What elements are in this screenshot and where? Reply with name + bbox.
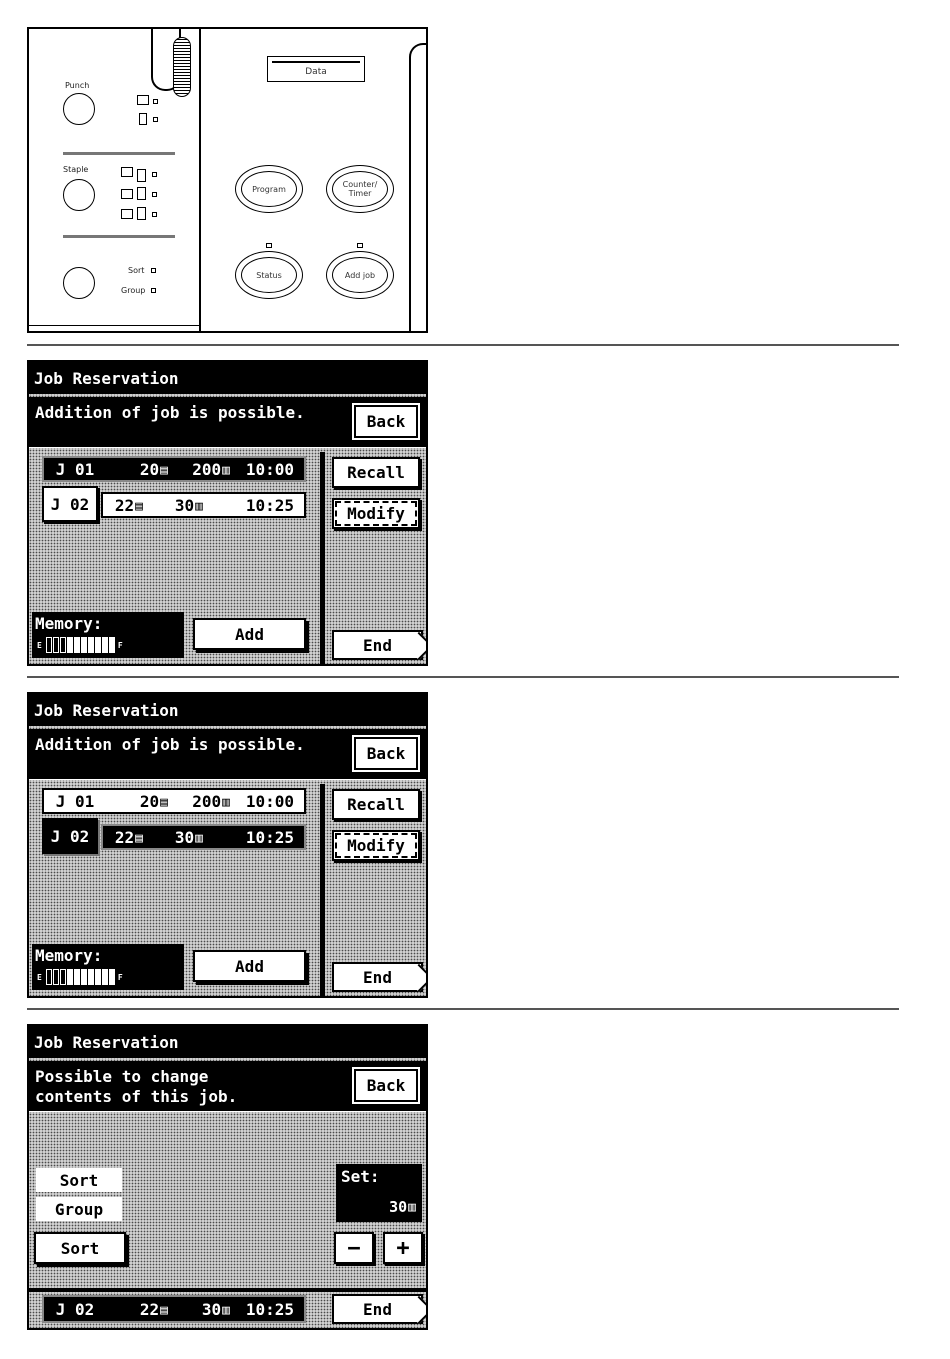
job-time: 10:25 [245, 495, 294, 515]
job-reservation-screen-3 [27, 1024, 428, 1330]
add-job-key-label: Add job [332, 257, 388, 293]
memory-gauge-segment [81, 637, 87, 653]
gauge-empty-label: E [37, 972, 42, 982]
operation-panel-illustration [27, 27, 428, 333]
staple-button[interactable] [63, 179, 95, 211]
message-area [29, 1061, 426, 1112]
punch-label: Punch [65, 81, 90, 90]
job-id: J 01 [55, 459, 95, 479]
back-button[interactable]: Back [354, 1069, 418, 1102]
staple-indicator-2 [152, 192, 157, 197]
end-button[interactable] [332, 962, 423, 992]
memory-gauge-segment [46, 637, 52, 653]
staple-indicator-1 [152, 172, 157, 177]
counter-timer-key[interactable] [326, 165, 394, 213]
memory-gauge-segment [53, 637, 59, 653]
end-label: End [363, 635, 392, 655]
copies-stack-icon: ▥ [222, 462, 230, 478]
job-time: 10:25 [245, 827, 294, 847]
set-count-display [336, 1164, 422, 1222]
sort-option-label: Sort [36, 1168, 122, 1192]
job-originals-value: 22 [139, 1299, 160, 1319]
job-originals [106, 1300, 168, 1319]
set-value [389, 1198, 416, 1216]
set-value-number: 30 [389, 1198, 408, 1216]
back-button[interactable]: Back [354, 405, 418, 438]
gauge-empty-label: E [37, 640, 42, 650]
memory-gauge-segment [74, 637, 80, 653]
job-id: J 01 [55, 791, 95, 811]
section-divider-1 [27, 344, 899, 346]
sort-indicator [151, 268, 156, 273]
vertical-divider [320, 452, 325, 664]
job-originals [103, 496, 143, 515]
memory-gauge [37, 969, 123, 985]
job-time: 10:25 [245, 1299, 294, 1319]
memory-gauge-segment [67, 969, 73, 985]
recall-button[interactable]: Recall [332, 789, 420, 820]
staple-icon-3 [121, 209, 133, 219]
job-time: 10:00 [245, 459, 294, 479]
panel-dial-ring [173, 37, 191, 97]
copies-stack-icon: ▥ [222, 794, 230, 810]
status-led [266, 243, 272, 248]
status-key-label: Status [241, 257, 297, 293]
punch-indicator-1 [153, 99, 158, 104]
counter-timer-key-label: Counter/ Timer [332, 171, 388, 207]
vertical-divider [320, 784, 325, 996]
add-job-led [357, 243, 363, 248]
status-message-line-1: Possible to change [35, 1067, 209, 1086]
message-area [29, 397, 426, 448]
job-originals [103, 828, 143, 847]
job-row-j02[interactable] [101, 824, 306, 850]
staple-indicator-3 [152, 212, 157, 217]
gauge-segments [45, 969, 115, 985]
sort-panel-label: Sort [128, 266, 145, 275]
originals-stack-icon: ▤ [135, 498, 143, 514]
bottom-divider [29, 1288, 426, 1292]
recall-button[interactable]: Recall [332, 457, 420, 488]
job-select-j02[interactable]: J 02 [42, 486, 98, 522]
copies-stack-icon: ▥ [408, 1200, 416, 1215]
status-key[interactable] [235, 251, 303, 299]
status-message: Addition of job is possible. [35, 403, 305, 422]
program-key-label: Program [241, 171, 297, 207]
job-id: J 02 [55, 1299, 95, 1319]
memory-gauge-segment [102, 969, 108, 985]
job-copies-value: 30 [174, 827, 195, 847]
punch-button[interactable] [63, 93, 95, 125]
memory-gauge-segment [60, 969, 66, 985]
gauge-full-label: F [117, 972, 123, 982]
staple-icon-5 [137, 187, 146, 200]
sort-button[interactable]: Sort [34, 1232, 126, 1264]
memory-gauge-segment [74, 969, 80, 985]
program-key[interactable] [235, 165, 303, 213]
memory-gauge-segment [46, 969, 52, 985]
plus-button[interactable]: + [383, 1232, 423, 1264]
staple-label: Staple [63, 165, 89, 174]
punch-hole-icon-1 [137, 95, 149, 105]
job-row-j01[interactable] [42, 788, 306, 814]
memory-label: Memory: [35, 946, 103, 965]
memory-indicator [32, 944, 184, 990]
originals-stack-icon: ▤ [160, 794, 168, 810]
panel-separator-line [199, 29, 201, 333]
data-indicator [267, 56, 365, 82]
section-divider-2 [27, 676, 899, 678]
memory-gauge [37, 637, 123, 653]
job-select-j02[interactable]: J 02 [42, 818, 98, 854]
memory-gauge-segment [95, 637, 101, 653]
modify-button[interactable]: Modify [332, 498, 420, 529]
status-message: Addition of job is possible. [35, 735, 305, 754]
current-job-row [42, 1295, 306, 1323]
job-row-j02[interactable] [101, 492, 306, 518]
memory-gauge-segment [88, 969, 94, 985]
memory-gauge-segment [81, 969, 87, 985]
add-button[interactable]: Add [193, 950, 306, 982]
job-copies [168, 460, 230, 479]
copies-stack-icon: ▥ [222, 1302, 230, 1318]
group-panel-label: Group [121, 286, 146, 295]
end-label: End [363, 967, 392, 987]
end-button[interactable] [332, 1294, 423, 1324]
job-originals [106, 792, 168, 811]
sort-group-button[interactable] [63, 267, 95, 299]
copies-stack-icon: ▥ [195, 498, 203, 514]
punch-hole-icon-2 [139, 113, 147, 125]
add-job-key[interactable] [326, 251, 394, 299]
add-button[interactable]: Add [193, 618, 306, 650]
job-originals-value: 20 [139, 459, 160, 479]
panel-divider-1 [63, 152, 175, 155]
gauge-segments [45, 637, 115, 653]
back-button[interactable]: Back [354, 737, 418, 770]
memory-gauge-segment [109, 637, 115, 653]
memory-label: Memory: [35, 614, 103, 633]
job-time: 10:00 [245, 791, 294, 811]
memory-gauge-segment [109, 969, 115, 985]
minus-button[interactable]: − [334, 1232, 374, 1264]
panel-bottom-edge [29, 325, 201, 333]
panel-divider-2 [63, 235, 175, 238]
job-copies-value: 30 [174, 495, 195, 515]
data-label: Data [272, 61, 360, 77]
memory-gauge-segment [67, 637, 73, 653]
group-indicator [151, 288, 156, 293]
screen-title: Job Reservation [29, 362, 426, 394]
staple-icon-1 [121, 167, 133, 177]
job-originals-value: 22 [114, 495, 135, 515]
modify-button[interactable]: Modify [332, 830, 420, 861]
punch-indicator-2 [153, 117, 158, 122]
status-message-line-2: contents of this job. [35, 1087, 238, 1106]
memory-gauge-segment [95, 969, 101, 985]
end-label: End [363, 1299, 392, 1319]
job-copies [168, 792, 230, 811]
job-copies-value: 200 [192, 459, 222, 479]
gauge-full-label: F [117, 640, 123, 650]
job-row-j01[interactable] [42, 456, 306, 482]
memory-indicator [32, 612, 184, 658]
memory-gauge-segment [53, 969, 59, 985]
panel-right-edge [409, 43, 428, 333]
screen-title: Job Reservation [29, 694, 426, 726]
message-area [29, 729, 426, 780]
staple-icon-6 [137, 207, 146, 220]
memory-gauge-segment [60, 637, 66, 653]
job-copies [143, 496, 203, 515]
memory-gauge-segment [102, 637, 108, 653]
memory-gauge-segment [88, 637, 94, 653]
screen-title: Job Reservation [29, 1026, 426, 1058]
originals-stack-icon: ▤ [160, 462, 168, 478]
job-copies-value: 200 [192, 791, 222, 811]
job-originals-value: 22 [114, 827, 135, 847]
originals-stack-icon: ▤ [135, 830, 143, 846]
staple-icon-4 [137, 169, 146, 182]
job-copies [143, 828, 203, 847]
set-label: Set: [341, 1167, 380, 1186]
job-copies [168, 1300, 230, 1319]
section-divider-3 [27, 1008, 899, 1010]
copies-stack-icon: ▥ [195, 830, 203, 846]
end-button[interactable] [332, 630, 423, 660]
group-option-label: Group [36, 1197, 122, 1221]
originals-stack-icon: ▤ [160, 1302, 168, 1318]
job-reservation-screen-1 [27, 360, 428, 666]
job-reservation-screen-2 [27, 692, 428, 998]
staple-icon-2 [121, 189, 133, 199]
job-originals [106, 460, 168, 479]
job-copies-value: 30 [201, 1299, 222, 1319]
job-originals-value: 20 [139, 791, 160, 811]
